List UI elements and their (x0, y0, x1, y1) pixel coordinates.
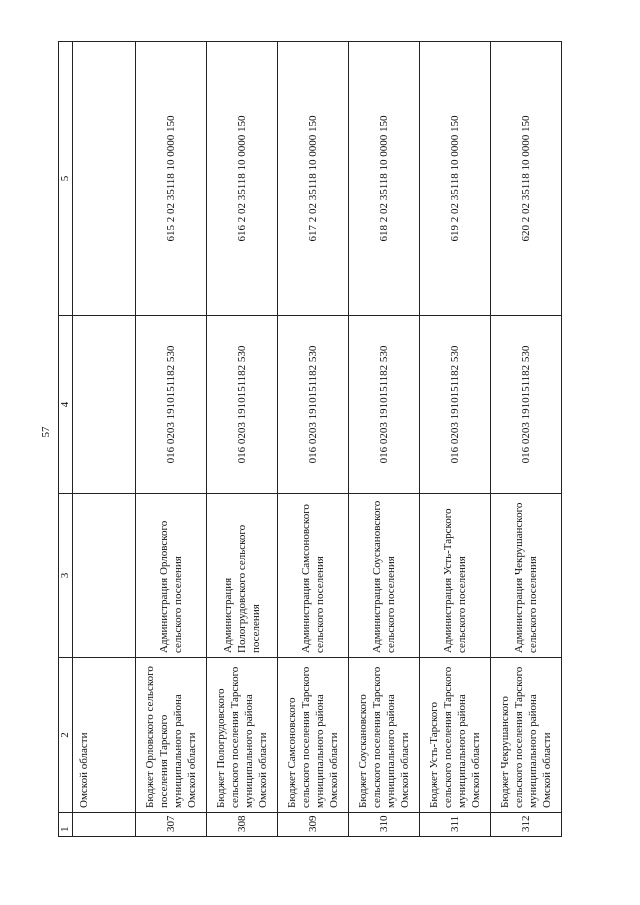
revenue-code: 619 2 02 35118 10 0000 150 (420, 42, 491, 316)
continuation-text: Омской области (73, 658, 136, 813)
continuation-cell-1 (73, 813, 136, 837)
table-wrapper (58, 42, 558, 837)
row-number: 308 (207, 813, 278, 837)
revenue-code: 617 2 02 35118 10 0000 150 (278, 42, 349, 316)
revenue-code: 618 2 02 35118 10 0000 150 (349, 42, 420, 316)
administrator-name: Администрация Орловского сельского поселения (136, 494, 207, 658)
row-number: 311 (420, 813, 491, 837)
table-row (349, 42, 420, 837)
table-row (278, 42, 349, 837)
expense-code: 016 0203 1910151182 530 (136, 316, 207, 494)
header-col-4: 4 (59, 316, 73, 494)
row-number: 307 (136, 813, 207, 837)
budget-table (58, 41, 562, 837)
administrator-name: Администрация Соускановского сельского поселения (349, 494, 420, 658)
header-col-5: 5 (59, 42, 73, 316)
row-number: 309 (278, 813, 349, 837)
expense-code: 016 0203 1910151182 530 (491, 316, 562, 494)
continuation-row (73, 42, 136, 837)
budget-name: Бюджет Пологрудовского сельского поселения Тарского муниципального района Омской области (207, 658, 278, 813)
expense-code: 016 0203 1910151182 530 (420, 316, 491, 494)
rotated-page-area (58, 42, 558, 837)
administrator-name: Администрация Самсоновского сельского поселения (278, 494, 349, 658)
continuation-cell-4 (73, 316, 136, 494)
expense-code: 016 0203 1910151182 530 (207, 316, 278, 494)
expense-code: 016 0203 1910151182 530 (349, 316, 420, 494)
page-number: 57 (40, 426, 52, 438)
expense-code: 016 0203 1910151182 530 (278, 316, 349, 494)
revenue-code: 616 2 02 35118 10 0000 150 (207, 42, 278, 316)
continuation-cell-5 (73, 42, 136, 316)
header-row (59, 42, 73, 837)
table-row (136, 42, 207, 837)
row-number: 310 (349, 813, 420, 837)
budget-name: Бюджет Усть-Тарского сельского поселения Тарского муниципального района Омской области (420, 658, 491, 813)
header-col-1: 1 (59, 813, 73, 837)
budget-name: Бюджет Чекрушанского сельского поселения Тарского муниципального района Омской области (491, 658, 562, 813)
budget-name: Бюджет Соускановского сельского поселения Тарского муниципального района Омской области (349, 658, 420, 813)
revenue-code: 620 2 02 35118 10 0000 150 (491, 42, 562, 316)
administrator-name: Администрация Пологрудовского сельского поселения (207, 494, 278, 658)
revenue-code: 615 2 02 35118 10 0000 150 (136, 42, 207, 316)
table-row (420, 42, 491, 837)
continuation-cell-3 (73, 494, 136, 658)
table-row (491, 42, 562, 837)
table-row (207, 42, 278, 837)
budget-name: Бюджет Самсоновского сельского поселения Тарского муниципального района Омской области (278, 658, 349, 813)
row-number: 312 (491, 813, 562, 837)
header-col-3: 3 (59, 494, 73, 658)
administrator-name: Администрация Усть-Тарского сельского поселения (420, 494, 491, 658)
header-col-2: 2 (59, 658, 73, 813)
administrator-name: Администрация Чекрушанского сельского поселения (491, 494, 562, 658)
budget-name: Бюджет Орловского сельского поселения Тарского муниципального района Омской области (136, 658, 207, 813)
